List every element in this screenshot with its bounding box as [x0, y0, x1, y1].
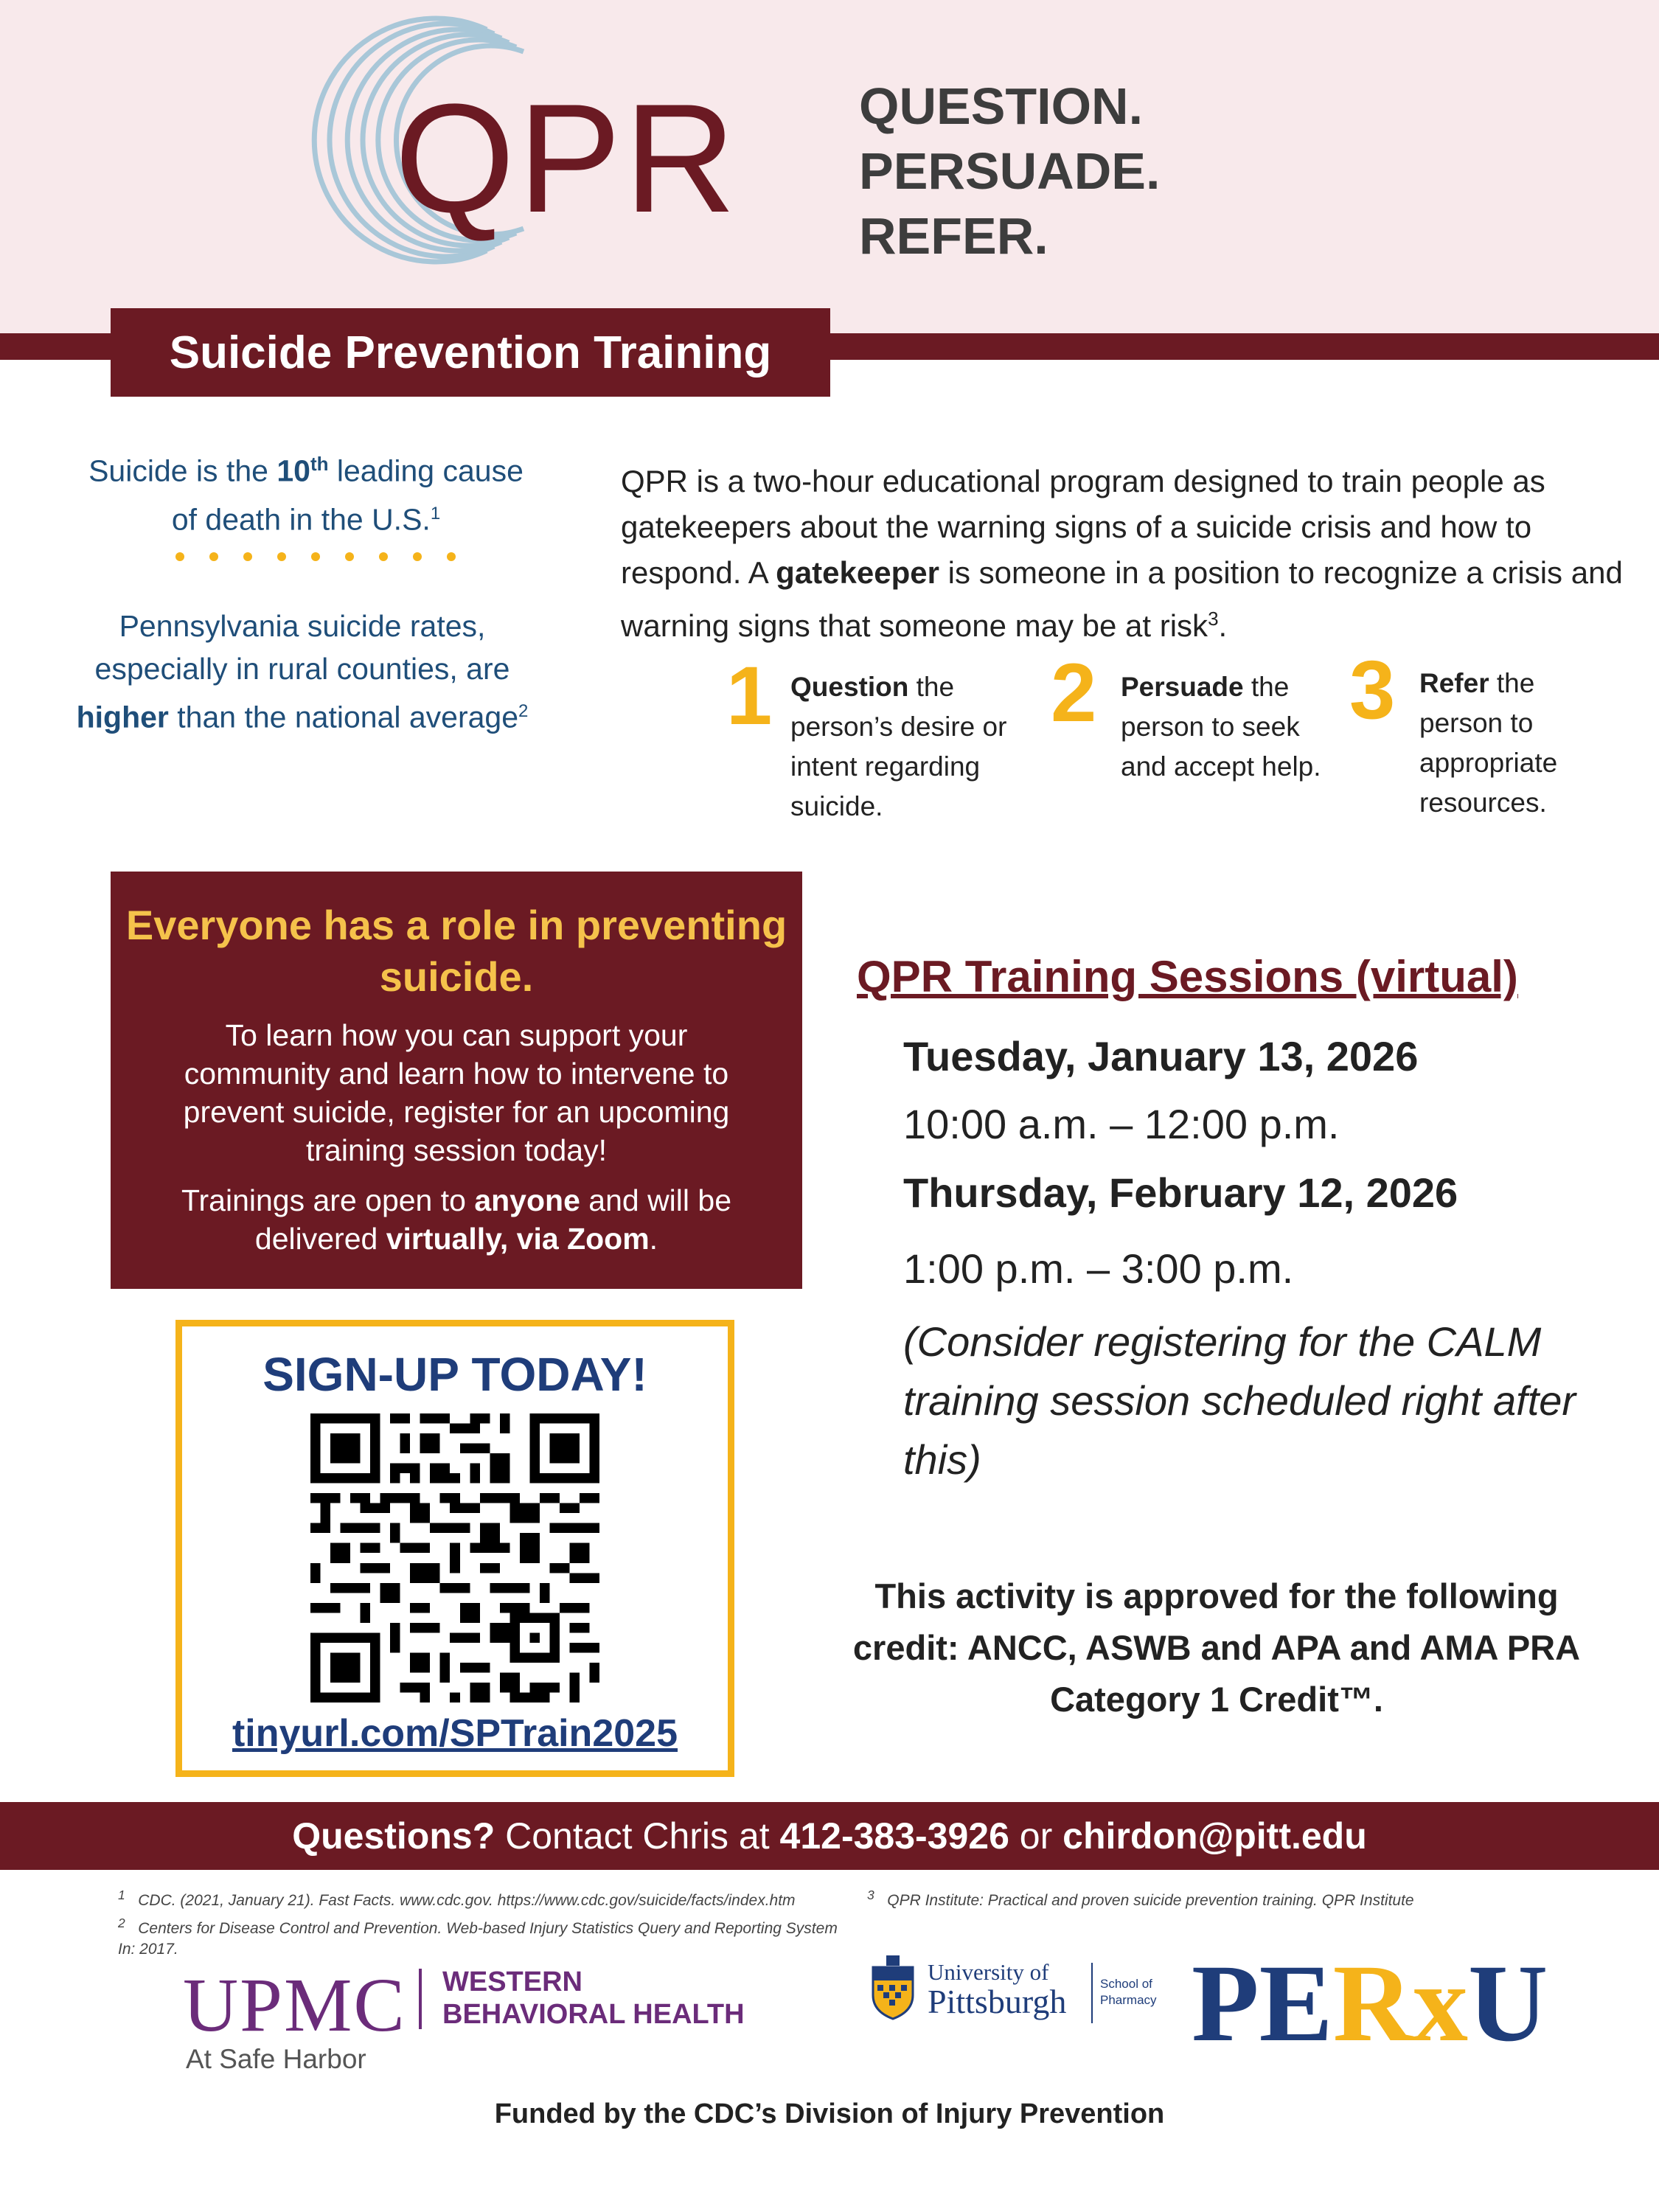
panel-p2-bold-zoom: virtually, via Zoom: [386, 1222, 650, 1256]
safe-harbor-text: At Safe Harbor: [186, 2044, 366, 2074]
intro-bold-gatekeeper: gatekeeper: [776, 555, 939, 590]
step-1-text: [790, 667, 1041, 827]
fact1-footnote-ref: 1: [430, 503, 441, 524]
role-panel-heading: Everyone has a role in preventing suicide.: [125, 902, 787, 1000]
pitt-line-1: University of: [928, 1959, 1049, 1985]
contact-email[interactable]: chirdon@pitt.edu: [1062, 1815, 1367, 1857]
fact1-suffix: th: [310, 453, 329, 475]
sessions-title: QPR Training Sessions (virtual): [857, 952, 1518, 1001]
contact-questions: Questions?: [292, 1815, 495, 1857]
step-3-bold: Refer: [1419, 668, 1489, 698]
funding-statement: Funded by the CDC’s Division of Injury Prevention: [494, 2098, 1165, 2129]
pitt-school-text: [1100, 1976, 1157, 2008]
contact-text-1: Contact Chris at: [495, 1815, 780, 1857]
panel-p2-text-c: .: [649, 1222, 658, 1256]
qpr-logo-text: QPR: [394, 72, 740, 245]
step-1-bold: Question: [790, 672, 909, 702]
reference-1: [118, 1885, 848, 1911]
peru-u: U: [1468, 1942, 1548, 2065]
intro-text-a: QPR is a two-hour educational program designed to train people as gatekeepers about the warning signs of a suicide crisis and how to respond. A: [621, 464, 1545, 590]
contact-text-2: or: [1009, 1815, 1063, 1857]
step-3-number: 3: [1349, 644, 1396, 736]
pitt-line-2: Pittsburgh: [928, 1983, 1067, 2020]
panel-p2-bold-anyone: anyone: [474, 1183, 580, 1217]
fact-pennsylvania-rates: [52, 605, 553, 739]
step-2-bold: Persuade: [1121, 672, 1244, 702]
fact1-text-b: leading cause of death in the U.S.: [171, 453, 524, 537]
signup-link[interactable]: tinyurl.com/SPTrain2025: [232, 1712, 678, 1755]
intro-paragraph: [621, 459, 1638, 649]
upmc-logo: UPMC: [183, 1963, 406, 2048]
credit-statement: This activity is approved for the following credit: ANCC, ASWB and APA and AMA PRA Category 1 Credit™.: [852, 1576, 1581, 1719]
tagline: [859, 74, 1160, 268]
dotted-divider: [170, 546, 465, 568]
role-panel-paragraph-2: [140, 1181, 773, 1258]
peru-logo: [1192, 1942, 1548, 2065]
fact1-text-a: Suicide is the: [88, 453, 277, 488]
pitt-logo-text: [928, 1960, 1066, 2019]
pitt-divider: [1091, 1963, 1093, 2023]
intro-footnote-ref: 3: [1208, 608, 1219, 630]
reference-3: [867, 1885, 1604, 1911]
pitt-school-line-1: School of: [1100, 1977, 1152, 1991]
sessions-note: (Consider registering for the CALM training session scheduled right after this): [903, 1318, 1576, 1483]
reference-3-num: 3: [867, 1888, 874, 1902]
header-background: [0, 0, 1659, 333]
step-1-desc: the person’s desire or intent regarding suicide.: [790, 672, 1007, 821]
western-behavioral-health-logo: [442, 1966, 745, 2031]
intro-text-c: .: [1218, 608, 1228, 643]
session-2-time: 1:00 p.m. – 3:00 p.m.: [903, 1245, 1294, 1292]
signup-box: [175, 1320, 734, 1777]
role-panel: [111, 872, 802, 1289]
reference-2-text: Centers for Disease Control and Prevention. Web-based Injury Statistics Query and Reporting System In: 2017.: [118, 1920, 838, 1958]
session-1-date: Tuesday, January 13, 2026: [903, 1033, 1419, 1079]
role-panel-paragraph-1: To learn how you can support your community and learn how to intervene to prevent suicide, register for an upcoming training session today!: [183, 1018, 730, 1167]
tagline-question: QUESTION.: [859, 77, 1144, 135]
fact1-number: 10: [276, 453, 310, 488]
reference-1-num: 1: [118, 1888, 125, 1902]
step-3-text: [1419, 664, 1611, 823]
pitt-shield-icon: [870, 1954, 916, 2020]
fact-leading-cause: [88, 442, 524, 540]
fact2-text-b: than the national average: [168, 700, 519, 734]
reference-3-text: QPR Institute: Practical and proven suicide prevention training. QPR Institute: [887, 1892, 1414, 1909]
intro-text-b: is someone in a position to recognize a crisis and warning signs that someone may be at risk: [621, 555, 1623, 643]
reference-1-text: CDC. (2021, January 21). Fast Facts. www.cdc.gov. https://www.cdc.gov/suicide/facts/index.htm: [138, 1892, 796, 1909]
wbh-line-1: WESTERN: [442, 1966, 582, 1997]
session-2-date: Thursday, February 12, 2026: [903, 1169, 1458, 1216]
step-2-text: [1121, 667, 1342, 787]
upmc-divider: [419, 1969, 422, 2029]
peru-rx: Rx: [1332, 1942, 1469, 2065]
fact2-footnote-ref: 2: [518, 701, 529, 721]
fact2-bold: higher: [76, 700, 169, 734]
contact-band: [0, 1802, 1659, 1870]
fact2-text-a: Pennsylvania suicide rates, especially in rural counties, are: [94, 609, 510, 686]
tagline-refer: REFER.: [859, 207, 1048, 265]
qr-code-icon[interactable]: [310, 1413, 599, 1703]
panel-p2-text-b: and will be delivered: [254, 1183, 731, 1256]
peru-pe: PE: [1192, 1942, 1333, 2065]
wbh-line-2: BEHAVIORAL HEALTH: [442, 1999, 745, 2030]
signup-title: SIGN-UP TODAY!: [262, 1348, 647, 1401]
step-2-number: 2: [1051, 647, 1097, 739]
panel-p2-text-a: Trainings are open to: [181, 1183, 475, 1217]
reference-2: [118, 1913, 841, 1960]
pitt-school-line-2: Pharmacy: [1100, 1993, 1157, 2007]
step-3-desc: the person to appropriate resources.: [1419, 668, 1558, 818]
step-1-number: 1: [726, 650, 773, 742]
reference-2-num: 2: [118, 1916, 125, 1930]
page-title: Suicide Prevention Training: [111, 308, 830, 397]
tagline-persuade: PERSUADE.: [859, 142, 1161, 200]
contact-phone[interactable]: 412-383-3926: [779, 1815, 1009, 1857]
session-1-time: 10:00 a.m. – 12:00 p.m.: [903, 1101, 1340, 1147]
step-2-desc: the person to seek and accept help.: [1121, 672, 1321, 782]
